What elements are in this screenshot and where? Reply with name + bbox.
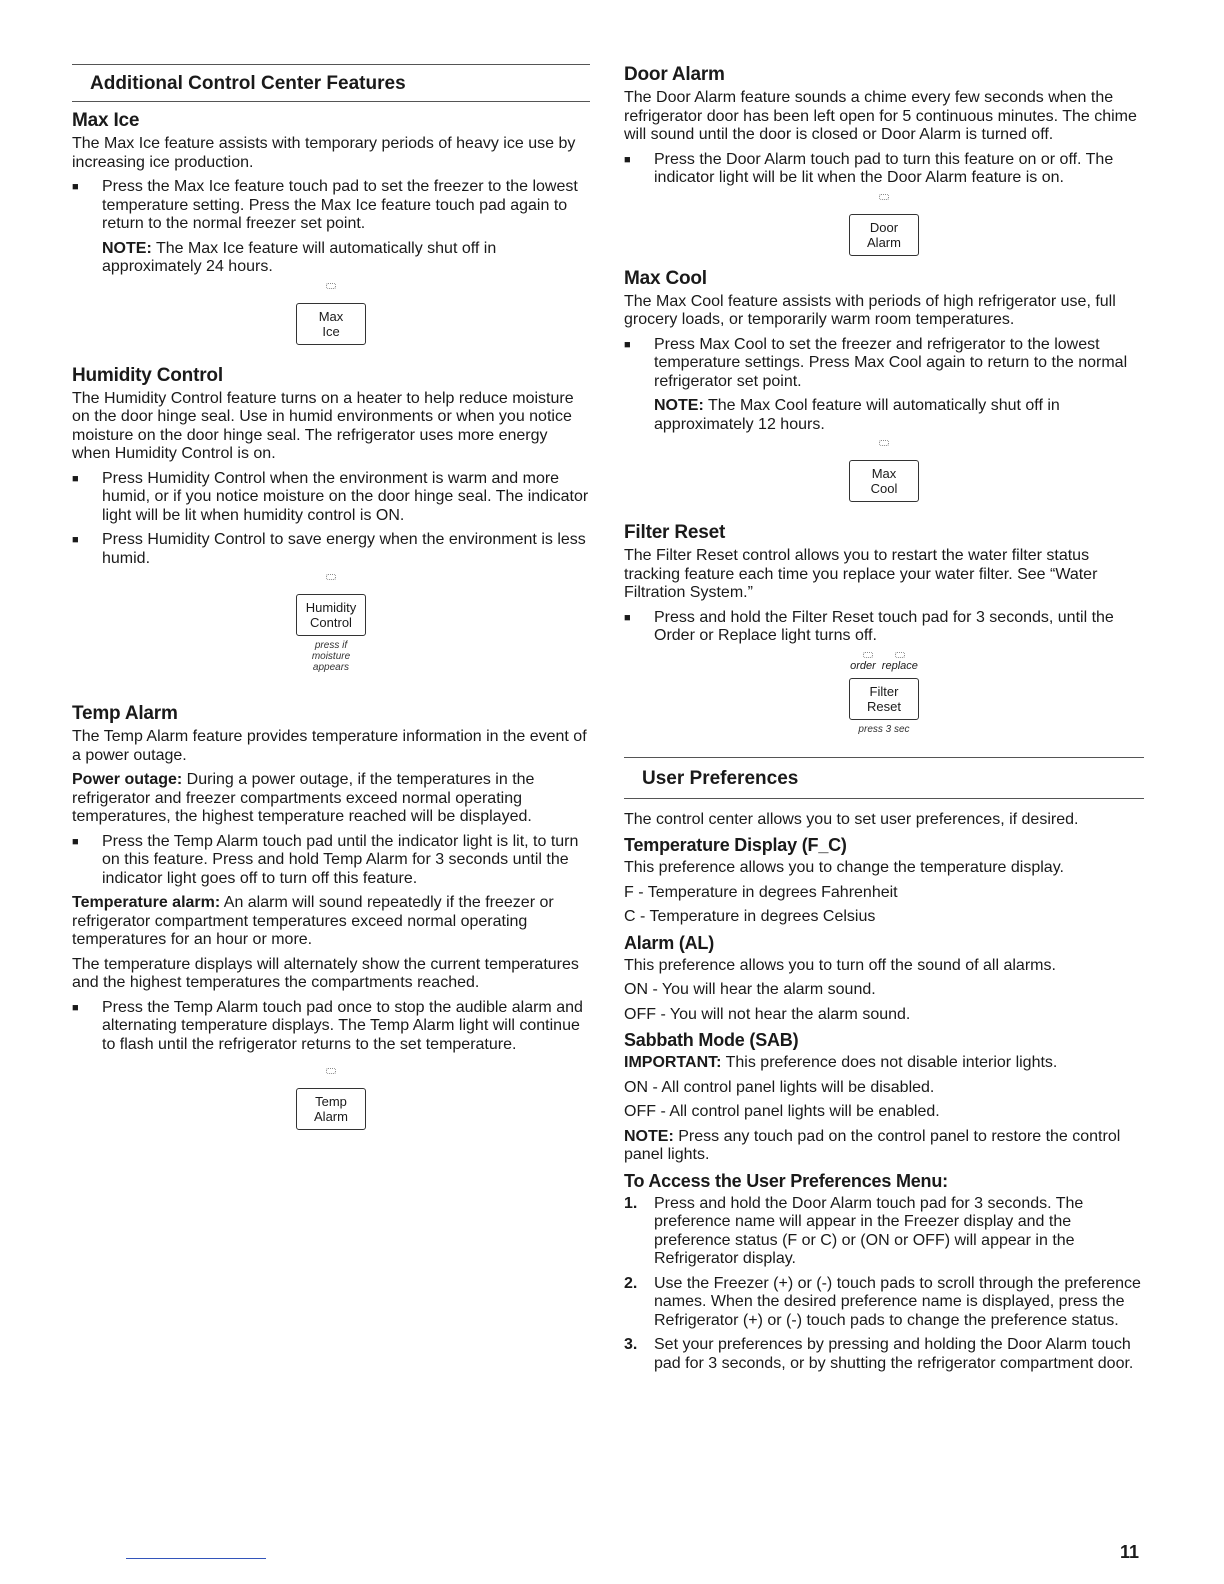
alarm-text: This preference allows you to turn off the sound of all alarms. bbox=[624, 956, 1056, 974]
replace-label: replace bbox=[881, 659, 918, 672]
temperature-alarm-paragraph bbox=[72, 894, 590, 950]
caption-line: appears bbox=[312, 662, 350, 673]
max-ice-pad-illustration bbox=[72, 283, 590, 345]
filter-reset-caption: press 3 sec bbox=[858, 723, 910, 735]
caption-line: press if bbox=[314, 640, 348, 651]
step-text: Use the Freezer (+) or (-) touch pads to scroll through the preference names. When the desired preference name is displayed, press the Refrigerator (+) or (-) touch pads to change the preference status. bbox=[654, 1274, 1141, 1329]
pad-label: Humidity bbox=[305, 600, 357, 615]
user-prefs-intro: The control center allows you to set user preferences, if desired. bbox=[624, 810, 1079, 828]
note-text: Press any touch pad on the control panel to restore the control panel lights. bbox=[624, 1127, 1121, 1163]
door-alarm-touch-pad bbox=[849, 214, 919, 256]
filter-reset-heading: Filter Reset bbox=[624, 522, 726, 543]
indicator-light-icon bbox=[879, 194, 889, 200]
access-step bbox=[624, 1336, 1144, 1373]
temp-alarm-bullet-2: ■ Press the Temp Alarm touch pad once to stop the audible alarm and alternating temperature displays. The Temp Alarm light will continue to flash until the refrigerator returns to the set temperature. bbox=[72, 999, 590, 1055]
step-text: Set your preferences by pressing and holding the Door Alarm touch pad for 3 seconds, or by shutting the refrigerator compartment door. bbox=[654, 1336, 1134, 1372]
temperature-alarm-text: An alarm will sound repeatedly if the freezer or refrigerator compartment temperatures exceed normal operating temperatures for an hour or more. bbox=[72, 894, 554, 948]
note-label: NOTE: bbox=[102, 239, 152, 257]
temp-alarm-pad-illustration bbox=[72, 1068, 590, 1130]
door-alarm-heading: Door Alarm bbox=[624, 64, 725, 85]
temp-displays-paragraph: The temperature displays will alternately show the current temperatures and the highest temperatures the compartments reached. bbox=[72, 955, 579, 991]
indicator-light-icon bbox=[326, 574, 336, 580]
max-cool-touch-pad bbox=[849, 460, 919, 502]
pad-label: Ice bbox=[322, 323, 340, 339]
temp-c-option: C - Temperature in degrees Celsius bbox=[624, 908, 876, 925]
filter-reset-touch-pad bbox=[849, 678, 919, 720]
alarm-on-option: ON - You will hear the alarm sound. bbox=[624, 981, 876, 998]
order-light-icon bbox=[863, 652, 873, 658]
temp-f-option: F - Temperature in degrees Fahrenheit bbox=[624, 883, 898, 901]
indicator-light-icon bbox=[879, 440, 889, 446]
temperature-alarm-label: Temperature alarm: bbox=[72, 894, 221, 911]
sabbath-note bbox=[624, 1128, 1144, 1165]
max-ice-note bbox=[72, 240, 590, 277]
caption-line: moisture bbox=[311, 651, 351, 662]
pad-label: Door bbox=[869, 219, 899, 235]
note-text: The Max Ice feature will automatically shut off in approximately 24 hours. bbox=[102, 239, 497, 275]
max-ice-bullet: ■ Press the Max Ice feature touch pad to set the freezer to the lowest temperature setting. Press the Max Ice feature touch pad again to return to the normal freezer set point. bbox=[72, 178, 590, 234]
pad-label: Cool bbox=[870, 481, 898, 496]
temp-display-text: This preference allows you to change the temperature display. bbox=[624, 859, 1064, 876]
left-column bbox=[72, 64, 590, 1142]
sabbath-heading: Sabbath Mode (SAB) bbox=[624, 1030, 799, 1050]
note-label: NOTE: bbox=[624, 1127, 674, 1145]
filter-reset-list bbox=[624, 609, 1144, 646]
max-cool-list bbox=[624, 336, 1144, 392]
temp-alarm-touch-pad bbox=[296, 1088, 366, 1130]
power-outage-label: Power outage: bbox=[72, 771, 183, 788]
alarm-off-option: OFF - You will not hear the alarm sound. bbox=[624, 1005, 911, 1023]
order-label: order bbox=[850, 659, 876, 672]
humidity-bullet-1: ■ Press Humidity Control when the environment is warm and more humid, or if you notice moisture on the door hinge seal. The indicator light will be lit when humidity control is ON. bbox=[72, 470, 590, 526]
access-step bbox=[624, 1195, 1144, 1269]
step-text: Press and hold the Door Alarm touch pad for 3 seconds. The preference name will appear in the Freezer display and the preference status (F or C) or (ON or OFF) will appear in the Refrigerator display. bbox=[654, 1194, 1084, 1267]
sabbath-important bbox=[624, 1054, 1144, 1073]
max-ice-heading: Max Ice bbox=[72, 110, 140, 131]
access-menu-heading: To Access the User Preferences Menu: bbox=[624, 1170, 948, 1191]
sabbath-off-option: OFF - All control panel lights will be enabled. bbox=[624, 1103, 940, 1120]
important-label: IMPORTANT: bbox=[624, 1054, 722, 1071]
pad-label: Alarm bbox=[867, 234, 901, 250]
indicator-lights bbox=[624, 652, 1144, 658]
pad-label: Filter bbox=[869, 683, 899, 699]
access-steps-list bbox=[624, 1195, 1144, 1374]
max-cool-intro: The Max Cool feature assists with periods of high refrigerator use, full grocery loads, or temporarily warm room temperatures. bbox=[624, 292, 1116, 328]
note-text: The Max Cool feature will automatically shut off in approximately 12 hours. bbox=[654, 397, 1060, 433]
door-alarm-pad-illustration bbox=[624, 194, 1144, 256]
right-column bbox=[624, 64, 1144, 1379]
page-number: 11 bbox=[1120, 1542, 1140, 1562]
temp-alarm-list-1 bbox=[72, 833, 590, 889]
max-cool-note bbox=[624, 397, 1144, 434]
note-label: NOTE: bbox=[654, 397, 704, 414]
pad-label: Max bbox=[318, 308, 344, 324]
section-title-user-preferences: User Preferences bbox=[624, 757, 1144, 799]
max-cool-bullet: ■ Press Max Cool to set the freezer and refrigerator to the lowest temperature settings. Press Max Cool again to return to the normal refrigerator set point. bbox=[624, 336, 1144, 392]
humidity-pad-illustration bbox=[72, 574, 590, 673]
pad-label: Alarm bbox=[314, 1109, 348, 1124]
temp-alarm-intro: The Temp Alarm feature provides temperature information in the event of a power outage. bbox=[72, 728, 587, 764]
access-step bbox=[624, 1275, 1144, 1331]
power-outage-paragraph bbox=[72, 771, 590, 827]
door-alarm-bullet: ■ Press the Door Alarm touch pad to turn this feature on or off. The indicator light will be lit when the Door Alarm feature is on. bbox=[624, 151, 1144, 188]
humidity-pad-caption bbox=[72, 640, 590, 673]
filter-reset-intro: The Filter Reset control allows you to restart the water filter status tracking feature each time you replace your water filter. See “Water Filtration System.” bbox=[624, 547, 1098, 601]
door-alarm-intro: The Door Alarm feature sounds a chime every few seconds when the refrigerator door has been left open for 5 continuous minutes. The chime will sound until the door is closed or Door Alarm is turned off. bbox=[624, 89, 1137, 143]
temp-alarm-list-2 bbox=[72, 999, 590, 1055]
temp-alarm-bullet-1: ■ Press the Temp Alarm touch pad until the indicator light is lit, to turn on this feature. Press and hold Temp Alarm for 3 seconds until the indicator light goes off to turn off this feature. bbox=[72, 833, 590, 889]
pad-label: Reset bbox=[867, 698, 901, 714]
humidity-bullet-2: ■ Press Humidity Control to save energy when the environment is less humid. bbox=[72, 531, 590, 568]
max-cool-pad-illustration bbox=[624, 440, 1144, 502]
door-alarm-list bbox=[624, 151, 1144, 188]
step-number: 3. bbox=[624, 1336, 638, 1353]
max-cool-heading: Max Cool bbox=[624, 267, 707, 289]
important-text: This preference does not disable interior lights. bbox=[721, 1054, 1058, 1071]
filter-reset-pad-illustration bbox=[624, 652, 1144, 735]
humidity-intro: The Humidity Control feature turns on a heater to help reduce moisture on the door hinge seal. Use in humid environments or when you notice moisture on the door hinge seal. The refrigerator uses more energy when Humidity Control is on. bbox=[72, 389, 574, 462]
humidity-control-heading: Humidity Control bbox=[72, 364, 223, 386]
indicator-light-icon bbox=[326, 1068, 336, 1074]
humidity-control-touch-pad bbox=[296, 594, 366, 636]
humidity-list bbox=[72, 470, 590, 569]
temp-alarm-heading: Temp Alarm bbox=[72, 703, 178, 724]
filter-reset-bullet: ■ Press and hold the Filter Reset touch pad for 3 seconds, until the Order or Replace light turns off. bbox=[624, 609, 1144, 646]
section-title-additional-features: Additional Control Center Features bbox=[72, 64, 590, 102]
max-ice-list bbox=[72, 178, 590, 234]
max-ice-intro: The Max Ice feature assists with temporary periods of heavy ice use by increasing ice production. bbox=[72, 135, 576, 171]
footer-divider bbox=[126, 1558, 266, 1559]
power-outage-text: During a power outage, if the temperatures in the refrigerator and freezer compartments exceed normal operating temperatures, the highest temperature reached will be displayed. bbox=[72, 771, 535, 825]
replace-light-icon bbox=[895, 652, 905, 658]
max-ice-touch-pad bbox=[296, 303, 366, 345]
step-number: 2. bbox=[624, 1274, 638, 1292]
pad-label: Max bbox=[871, 466, 897, 481]
pad-label: Temp bbox=[315, 1094, 347, 1109]
pad-label: Control bbox=[310, 615, 352, 630]
indicator-labels bbox=[624, 660, 1144, 672]
temp-display-heading: Temperature Display (F_C) bbox=[624, 835, 847, 855]
sabbath-on-option: ON - All control panel lights will be disabled. bbox=[624, 1078, 935, 1096]
alarm-heading: Alarm (AL) bbox=[624, 932, 715, 953]
step-number: 1. bbox=[624, 1194, 638, 1212]
indicator-light-icon bbox=[326, 283, 336, 289]
